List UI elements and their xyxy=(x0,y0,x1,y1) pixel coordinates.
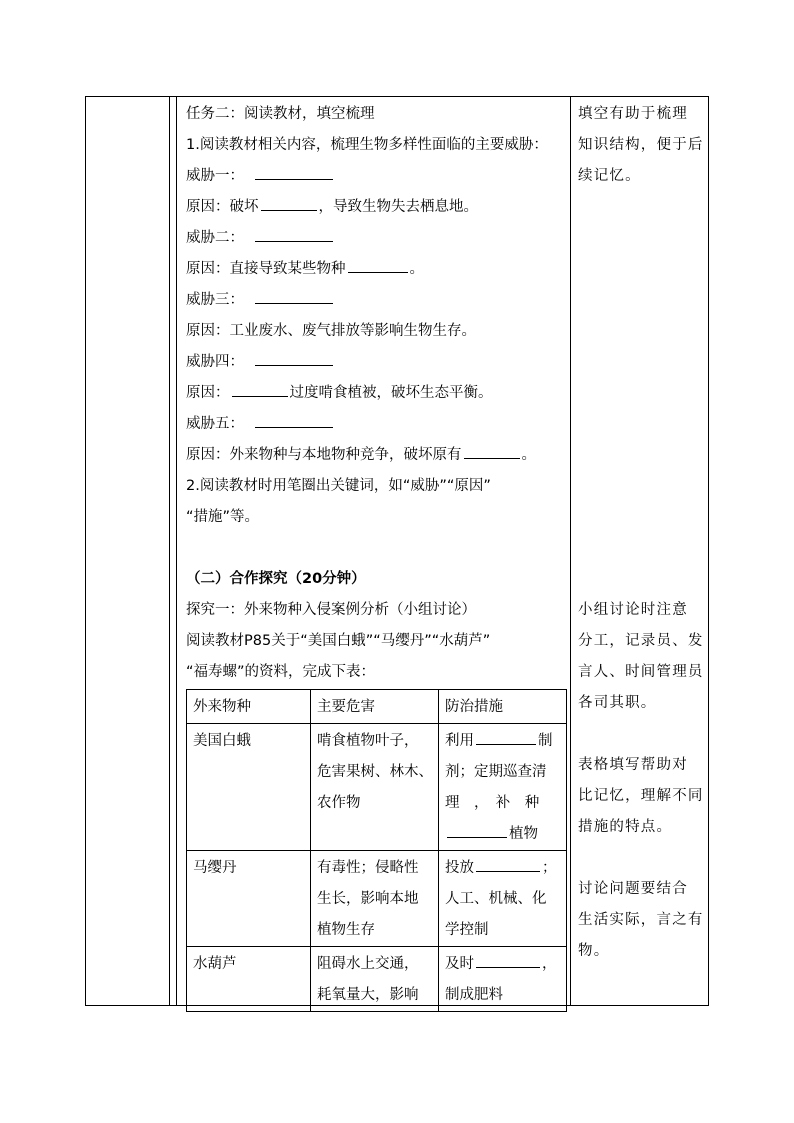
task2-title: 任务二：阅读教材，填空梳理 xyxy=(186,106,375,122)
species-cell: 马缨丹 xyxy=(187,851,311,947)
measure-blank[interactable] xyxy=(476,857,540,872)
threat4-blank[interactable] xyxy=(255,351,333,366)
header-measures: 防治措施 xyxy=(439,690,567,724)
reason3-row: 原因：工业废水、废气排放等影响生物生存。 xyxy=(186,323,476,339)
measure-blank[interactable] xyxy=(447,823,507,838)
threat1-row: 威胁一： xyxy=(186,161,566,192)
measures-cell: 及时 ， 制成肥料 xyxy=(439,947,567,1012)
measure-blank[interactable] xyxy=(476,953,540,968)
threat1-blank[interactable] xyxy=(255,165,333,180)
reason1-row: 原因：破坏 ，导致生物失去栖息地。 xyxy=(186,192,566,223)
harm-cell: 啃食植物叶子， 危害果树、林木、 农作物 xyxy=(311,724,439,851)
measure-blank[interactable] xyxy=(476,730,536,745)
reason1-blank[interactable] xyxy=(261,196,317,211)
threat2-row: 威胁二： xyxy=(186,223,566,254)
column-divider-left-a xyxy=(169,96,170,1006)
table-row xyxy=(187,851,567,947)
reason2-blank[interactable] xyxy=(348,258,408,273)
table-header-row xyxy=(187,690,567,724)
threat5-row: 威胁五： xyxy=(186,409,566,440)
main-content-column xyxy=(186,99,566,688)
reason5-row: 原因：外来物种与本地物种竞争，破坏原有 。 xyxy=(186,440,566,471)
measures-cell: 利用 制 剂；定期巡查清 理 ， 补 种 植物 xyxy=(439,724,567,851)
notes-column xyxy=(578,99,704,967)
reason4-row: 原因： 过度啃食植被，破坏生态平衡。 xyxy=(186,378,566,409)
explore1-intro-line2: “福寿螺”的资料，完成下表： xyxy=(186,664,376,680)
column-divider-left-b xyxy=(176,96,177,1006)
table-row xyxy=(187,724,567,851)
reason5-blank[interactable] xyxy=(464,444,520,459)
task2-item2-line2: “措施”等。 xyxy=(186,509,260,525)
harm-cell: 有毒性；侵略性 生长，影响本地 植物生存 xyxy=(311,851,439,947)
threat3-row: 威胁三： xyxy=(186,285,566,316)
harm-cell: 阻碍水上交通， 耗氧量大，影响 xyxy=(311,947,439,1012)
header-species: 外来物种 xyxy=(187,690,311,724)
species-cell: 水葫芦 xyxy=(187,947,311,1012)
task2-item1: 1.阅读教材相关内容，梳理生物多样性面临的主要威胁： xyxy=(186,137,548,153)
note-fill-in: 填空有助于梳理 知识结构，便于后 续记忆。 xyxy=(578,106,704,184)
header-harm: 主要危害 xyxy=(311,690,439,724)
threat4-row: 威胁四： xyxy=(186,347,566,378)
note-table-compare: 表格填写帮助对 比记忆，理解不同 措施的特点。 xyxy=(578,757,704,835)
threat3-blank[interactable] xyxy=(255,289,333,304)
explore1-intro-line1: 阅读教材P85关于“美国白蛾”“马缨丹”“水葫芦” xyxy=(186,633,491,649)
threat2-blank[interactable] xyxy=(255,227,333,242)
threat5-blank[interactable] xyxy=(255,413,333,428)
measures-cell: 投放 ； 人工、机械、化 学控制 xyxy=(439,851,567,947)
reason2-row: 原因：直接导致某些物种 。 xyxy=(186,254,566,285)
explore1-title: 探究一：外来物种入侵案例分析（小组讨论） xyxy=(186,602,476,618)
task2-item2-line1: 2.阅读教材时用笔圈出关键词，如“威胁”“原因” xyxy=(186,478,491,494)
note-group-discussion: 小组讨论时注意 分工，记录员、发 言人、时间管理员 各司其职。 xyxy=(578,602,704,711)
column-divider-right xyxy=(570,96,571,1006)
note-real-life: 讨论问题要结合 生活实际，言之有 物。 xyxy=(578,881,704,959)
reason4-blank[interactable] xyxy=(232,382,288,397)
species-cell: 美国白蛾 xyxy=(187,724,311,851)
section2-heading: （二）合作探究（20分钟） xyxy=(186,571,366,587)
table-row xyxy=(187,947,567,1012)
invasive-species-table xyxy=(186,689,567,1012)
